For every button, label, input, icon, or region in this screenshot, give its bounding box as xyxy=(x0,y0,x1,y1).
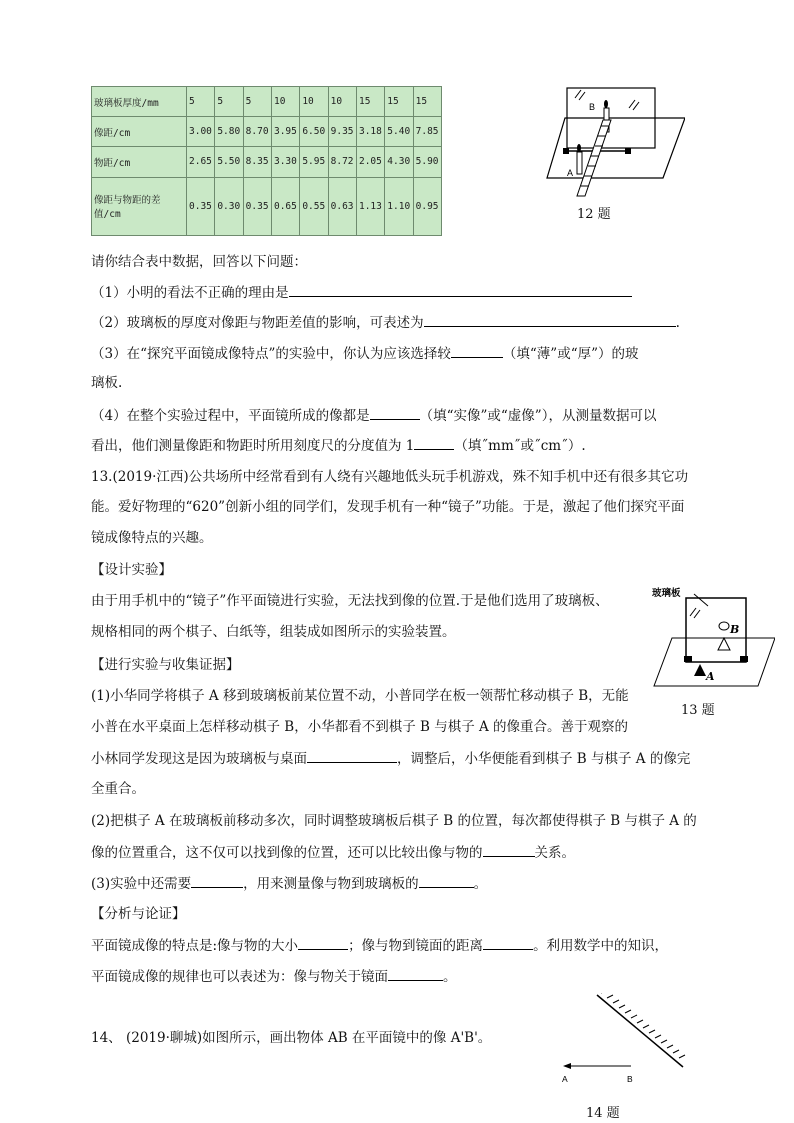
board-label: 玻璃板 xyxy=(652,588,681,599)
cell: 5.95 xyxy=(300,147,328,177)
cell: 3.00 xyxy=(187,117,215,147)
answer-blank[interactable] xyxy=(307,748,397,763)
answer-blank[interactable] xyxy=(191,873,243,888)
row-label: 像距/cm xyxy=(92,117,187,147)
problem-13-line-2: 能。爱好物理的“620”创新小组的同学们，发现手机有一种“镜子”功能。于是，激起了他们探究平面 xyxy=(91,499,685,515)
q1-text: （1）小明的看法不正确的理由是 xyxy=(91,285,289,301)
e3-text-c: 。 xyxy=(473,876,488,892)
q2-end: . xyxy=(675,315,680,331)
cell: 7.85 xyxy=(413,117,441,147)
cell: 1.13 xyxy=(356,177,384,235)
table-row xyxy=(92,177,442,235)
answer-blank[interactable] xyxy=(424,312,676,327)
q3-text-a: （3）在“探究平面镜成像特点”的实验中，你认为应该选择较 xyxy=(91,346,451,362)
cell: 5.40 xyxy=(385,117,413,147)
figure-12-mirror-apparatus xyxy=(545,86,685,206)
question-2 xyxy=(91,312,680,333)
q4-text-c: 看出，他们测量像距和物距时所用刻度尺的分度值为 1 xyxy=(91,438,415,454)
q3-text-b: （填“薄”或“厚”）的玻 xyxy=(502,346,639,362)
answer-blank[interactable] xyxy=(388,966,443,981)
q4-text-b: （填“实像”或“虚像”），从测量数据可以 xyxy=(419,408,657,424)
cell: 1.10 xyxy=(385,177,413,235)
row-label: 物距/cm xyxy=(92,147,187,177)
figure-12-caption: 12 题 xyxy=(577,207,611,222)
answer-blank[interactable] xyxy=(370,405,420,420)
table-row xyxy=(92,117,442,147)
question-3 xyxy=(91,343,639,364)
exp-1-line-2: 小普在水平桌面上怎样移动棋子 B，小华都看不到棋子 B 与棋子 A 的像重合。善于观察的 xyxy=(91,719,629,735)
question-1 xyxy=(91,282,632,303)
answer-blank[interactable] xyxy=(419,873,474,888)
a1-text-a: 平面镜成像的特点是:像与物的大小 xyxy=(91,938,299,954)
q4-text-d: （填˝mm˝或˝cm˝）. xyxy=(454,438,586,454)
section-heading-experiment: 【进行实验与收集证据】 xyxy=(91,657,240,673)
answer-blank[interactable] xyxy=(414,435,454,450)
cell: 9.35 xyxy=(328,117,356,147)
exp-3-line xyxy=(91,873,487,894)
cell: 0.55 xyxy=(300,177,328,235)
exp-2-line-2 xyxy=(91,842,575,863)
problem-13-line-3: 镜成像特点的兴趣。 xyxy=(91,530,213,546)
row-label: 像距与物距的差值/cm xyxy=(92,177,187,235)
exp-1-line-3 xyxy=(91,748,690,769)
label-b: B xyxy=(730,623,740,636)
question-14: 14、 (2019·聊城)如图所示，画出物体 AB 在平面镜中的像 A'B'。 xyxy=(91,1030,492,1046)
cell: 5 xyxy=(243,87,271,117)
cell: 15 xyxy=(413,87,441,117)
cell: 5 xyxy=(215,87,243,117)
cell: 5.80 xyxy=(215,117,243,147)
exp-1-line-4: 全重合。 xyxy=(91,781,145,797)
answer-blank[interactable] xyxy=(483,935,533,950)
problem-13-line-1: 13.(2019·江西)公共场所中经常看到有人绕有兴趣地低头玩手机游戏，殊不知手机中还有很多其它功 xyxy=(91,469,689,485)
analysis-line-2 xyxy=(91,966,457,987)
cell: 4.30 xyxy=(385,147,413,177)
cell: 8.70 xyxy=(243,117,271,147)
cell: 6.50 xyxy=(300,117,328,147)
cell: 8.35 xyxy=(243,147,271,177)
answer-blank[interactable] xyxy=(483,842,535,857)
question-4-cont xyxy=(91,435,586,456)
label-a: A xyxy=(706,670,715,683)
e3-text-a: (3)实验中还需要 xyxy=(91,876,192,892)
cell: 10 xyxy=(271,87,299,117)
cell: 10 xyxy=(300,87,328,117)
e1-text-d: ，调整后，小华便能看到棋子 B 与棋子 A 的像完 xyxy=(397,751,691,767)
label-a: A xyxy=(562,1074,568,1084)
cell: 5.50 xyxy=(215,147,243,177)
figure-13-apparatus xyxy=(650,582,775,692)
exp-2-line-1: (2)把棋子 A 在玻璃板前移动多次，同时调整玻璃板后棋子 B 的位置，每次都使得棋子 B 与棋子 A 的 xyxy=(91,813,697,829)
question-4 xyxy=(91,405,656,426)
cell: 3.30 xyxy=(271,147,299,177)
cell: 2.65 xyxy=(187,147,215,177)
figure-13-caption: 13 题 xyxy=(681,703,715,718)
cell: 3.95 xyxy=(271,117,299,147)
label-b: B xyxy=(589,102,596,112)
label-b: B xyxy=(627,1074,633,1084)
cell: 0.95 xyxy=(413,177,441,235)
cell: 0.63 xyxy=(328,177,356,235)
cell: 0.30 xyxy=(215,177,243,235)
cell: 2.05 xyxy=(356,147,384,177)
e2-text-b: 像的位置重合，这不仅可以找到像的位置，还可以比较出像与物的 xyxy=(91,845,483,861)
analysis-line-1 xyxy=(91,935,668,956)
section-heading-analysis: 【分析与论证】 xyxy=(91,906,186,922)
design-line-1: 由于用手机中的“镜子”作平面镜进行实验，无法找到像的位置.于是他们选用了玻璃板、 xyxy=(91,593,609,609)
cell: 0.35 xyxy=(187,177,215,235)
a1-text-c: 。利用数学中的知识， xyxy=(533,938,669,954)
cell: 0.35 xyxy=(243,177,271,235)
e3-text-b: ，用来测量像与物到玻璃板的 xyxy=(243,876,419,892)
cell: 0.65 xyxy=(271,177,299,235)
cell: 5.90 xyxy=(413,147,441,177)
a2-text-b: 。 xyxy=(443,969,457,985)
data-table xyxy=(91,86,442,236)
table-row xyxy=(92,147,442,177)
cell: 10 xyxy=(328,87,356,117)
exp-1-line-1: (1)小华同学将棋子 A 移到玻璃板前某位置不动，小普同学在板一领帮忙移动棋子 B，无能 xyxy=(91,688,629,704)
intro-text: 请你结合表中数据，回答以下问题： xyxy=(91,254,307,270)
cell: 15 xyxy=(385,87,413,117)
e1-text-c: 小林同学发现这是因为玻璃板与桌面 xyxy=(91,751,307,767)
figure-14-mirror xyxy=(555,993,690,1088)
cell: 15 xyxy=(356,87,384,117)
question-3-cont: 璃板. xyxy=(91,375,123,391)
q2-text: （2）玻璃板的厚度对像距与物距差值的影响，可表述为 xyxy=(91,315,424,331)
cell: 3.18 xyxy=(356,117,384,147)
cell: 5 xyxy=(187,87,215,117)
row-label: 玻璃板厚度/mm xyxy=(92,87,187,117)
answer-blank[interactable] xyxy=(451,343,503,358)
e2-text-c: 关系。 xyxy=(534,845,575,861)
design-line-2: 规格相同的两个棋子、白纸等，组装成如图所示的实验装置。 xyxy=(91,624,456,640)
figure-14-caption: 14 题 xyxy=(586,1106,620,1121)
answer-blank[interactable] xyxy=(298,935,348,950)
a1-text-b: ；像与物到镜面的距离 xyxy=(348,938,484,954)
a2-text-a: 平面镜成像的规律也可以表述为：像与物关于镜面 xyxy=(91,969,388,985)
table-row xyxy=(92,87,442,117)
section-heading-design: 【设计实验】 xyxy=(91,562,172,578)
answer-blank[interactable] xyxy=(289,282,632,297)
q4-text-a: （4）在整个实验过程中，平面镜所成的像都是 xyxy=(91,408,370,424)
label-a: A xyxy=(567,168,574,178)
cell: 8.72 xyxy=(328,147,356,177)
